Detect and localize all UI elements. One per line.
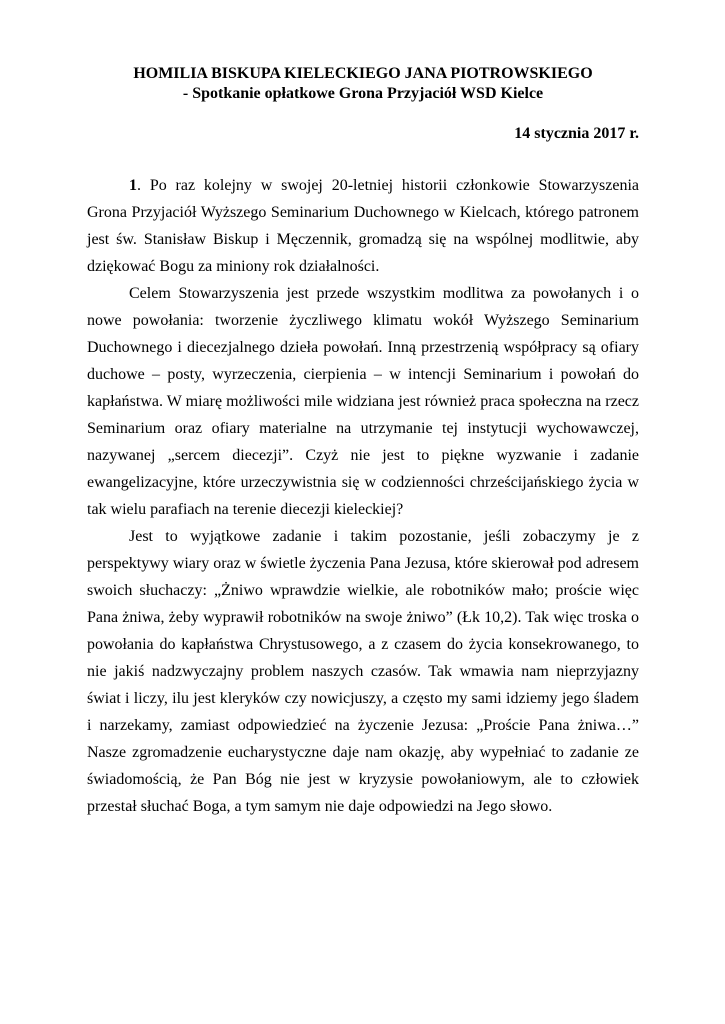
paragraph-1 — [87, 172, 639, 280]
document-body — [87, 172, 639, 820]
paragraph-text: . Po raz kolejny w swojej 20-letniej historii członkowie Stowarzyszenia Grona Przyjaciół Wyższego Seminarium Duchownego w Kielcach, którego patronem jest św. Stanisław Biskup i Męczennik, gromadzą się na wspólnej modlitwie, aby dziękować Bogu za miniony rok działalności. — [87, 177, 639, 275]
paragraph-number: 1 — [129, 177, 137, 194]
paragraph-2: Celem Stowarzyszenia jest przede wszystkim modlitwa za powołanych i o nowe powołania: tworzenie życzliwego klimatu wokół Wyższego Seminarium Duchownego i diecezjalnego dzieła powołań. Inną przestrzenią współpracy są ofiary duchowe – posty, wyrzeczenia, cierpienia – w intencji Seminarium i powołań do kapłaństwa. W miarę możliwości mile widziana jest również praca społeczna na rzecz Seminarium oraz ofiary materialne na utrzymanie tej instytucji wychowawczej, nazywanej „sercem diecezji”. Czyż nie jest to piękne wyzwanie i zadanie ewangelizacyjne, które urzeczywistnia się w codzienności chrześcijańskiego życia w tak wielu parafiach na terenie diecezji kieleckiej? — [87, 285, 639, 518]
document-date: 14 stycznia 2017 r. — [514, 125, 639, 142]
paragraph-3: Jest to wyjątkowe zadanie i takim pozostanie, jeśli zobaczymy je z perspektywy wiary oraz w świetle życzenia Pana Jezusa, które skierował pod adresem swoich słuchaczy: „Żniwo wprawdzie wielkie, ale robotników mało; proście więc Pana żniwa, żeby wyprawił robotników na swoje żniwo” (Łk 10,2). Tak więc troska o powołania do kapłaństwa Chrystusowego, a z czasem do życia konsekrowanego, to nie jakiś nadzwyczajny problem naszych czasów. Tak wmawia nam nieprzyjazny świat i liczy, ilu jest kleryków czy nowicjuszy, a często my sami idziemy jego śladem i narzekamy, zamiast odpowiedzieć na życzenie Jezusa: „Proście Pana żniwa…” Nasze zgromadzenie eucharystyczne daje nam okazję, aby wypełniać to zadanie ze świadomością, że Pan Bóg nie jest w kryzysie powołaniowym, ale to człowiek przestał słuchać Boga, a tym samym nie daje odpowiedzi na Jego słowo. — [87, 528, 639, 815]
document-subtitle: - Spotkanie opłatkowe Grona Przyjaciół WSD Kielce — [182, 85, 544, 102]
document-title: HOMILIA BISKUPA KIELECKIEGO JANA PIOTROWSKIEGO — [133, 65, 593, 82]
